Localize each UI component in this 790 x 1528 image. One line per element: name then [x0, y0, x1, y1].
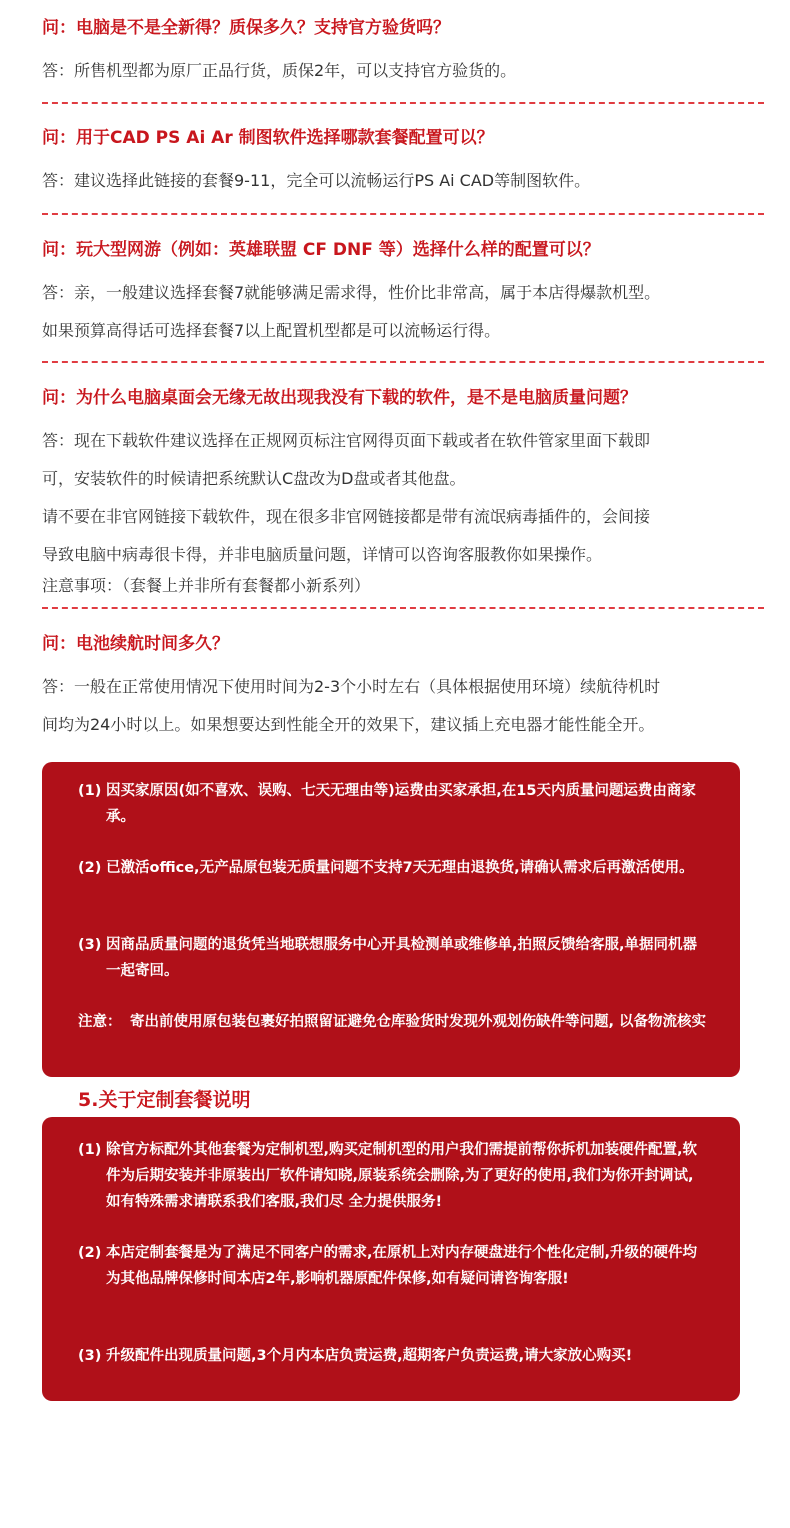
custom-item-text: 升级配件出现质量问题,3个月内本店负责运费,超期客户负责运费,请大家放心购买!	[106, 1348, 633, 1364]
policy-item-text: 已激活office,无产品原包装无质量问题不支持7天无理由退换货,请确认需求后再激活使用。	[106, 860, 694, 876]
faq-answer-line: 导致电脑中病毒很卡得，并非电脑质量问题，详情可以咨询客服教你如果操作。	[42, 545, 603, 564]
policy-item-number: (1)	[78, 783, 102, 799]
faq-question: 问：电脑是不是全新得？质保多久？支持官方验货吗？	[42, 18, 450, 38]
faq-answer-line: 答：一般在正常使用情况下使用时间为2-3个小时左右（具体根据使用环境）续航待机时	[42, 677, 661, 696]
custom-item-number: (1)	[78, 1142, 102, 1158]
policy-item	[78, 778, 708, 830]
faq-answer-line: 答：亲，一般建议选择套餐7就能够满足需求得，性价比非常高，属于本店得爆款机型。	[42, 283, 661, 302]
custom-item	[78, 1343, 708, 1369]
faq-answer-line: 答：建议选择此链接的套餐9-11，完全可以流畅运行PS Ai CAD等制图软件。	[42, 171, 591, 190]
faq-answer	[42, 52, 772, 90]
faq-answer-line: 答：现在下载软件建议选择在正规网页标注官网得页面下载或者在软件管家里面下载即	[42, 431, 651, 450]
faq-item	[42, 386, 772, 598]
faq-answer	[42, 162, 772, 200]
faq-answer	[42, 668, 772, 744]
policy-item-number: (2)	[78, 860, 102, 876]
custom-item	[78, 1240, 708, 1292]
return-policy-box	[42, 762, 740, 1077]
faq-item	[42, 126, 772, 200]
faq-note: 注意事项：（套餐上并非所有套餐都小新系列）	[42, 576, 371, 595]
faq-answer-line: 如果预算高得话可选择套餐7以上配置机型都是可以流畅运行得。	[42, 321, 501, 340]
dashed-divider	[42, 607, 764, 609]
faq-answer-line: 间均为24小时以上。如果想要达到性能全开的效果下，建议插上充电器才能性能全开。	[42, 715, 655, 734]
faq-question: 问：用于CAD PS Ai Ar 制图软件选择哪款套餐配置可以？	[42, 128, 494, 148]
policy-item-number: (3)	[78, 937, 102, 953]
policy-item-text: 因商品质量问题的退货凭当地联想服务中心开具检测单或维修单,拍照反馈给客服,单据同机器一起寄回。	[106, 937, 698, 979]
policy-item	[78, 932, 708, 984]
custom-item-text: 本店定制套餐是为了满足不同客户的需求,在原机上对内存硬盘进行个性化定制,升级的硬件均为其他品牌保修时间本店2年,影响机器原配件保修,如有疑问请咨询客服!	[106, 1245, 698, 1287]
custom-item-number: (3)	[78, 1348, 102, 1364]
faq-item	[42, 16, 772, 90]
policy-item	[78, 855, 708, 881]
dashed-divider	[42, 361, 764, 363]
faq-item	[42, 238, 772, 350]
policy-note-text: 寄出前使用原包装包裹好拍照留证避免仓库验货时发现外观划伤缺件等问题, 以备物流核实	[130, 1014, 707, 1030]
custom-item-text: 除官方标配外其他套餐为定制机型,购买定制机型的用户我们需提前帮你拆机加装硬件配置,软件为后期安装并非原装出厂软件请知晓,原装系统会删除,为了更好的使用,我们为你开封调试,如有特殊需求请联系我们客服,我们尽 全力提供服务!	[106, 1142, 698, 1210]
custom-package-box	[42, 1117, 740, 1401]
policy-note	[78, 1009, 708, 1035]
custom-item-number: (2)	[78, 1245, 102, 1261]
faq-answer-line: 请不要在非官网链接下载软件，现在很多非官网链接都是带有流氓病毒插件的，会间接	[42, 507, 651, 526]
faq-answer-line: 可，安装软件的时候请把系统默认C盘改为D盘或者其他盘。	[42, 469, 466, 488]
faq-question: 问：为什么电脑桌面会无缘无故出现我没有下载的软件，是不是电脑质量问题？	[42, 388, 637, 408]
faq-question: 问：电池续航时间多久？	[42, 634, 229, 654]
faq-item	[42, 632, 772, 744]
custom-item	[78, 1137, 708, 1215]
faq-answer	[42, 274, 772, 350]
faq-question: 问：玩大型网游（例如：英雄联盟 CF DNF 等）选择什么样的配置可以？	[42, 240, 600, 260]
custom-section-title: 5.关于定制套餐说明	[78, 1089, 251, 1111]
policy-note-label: 注意：	[78, 1014, 122, 1030]
dashed-divider	[42, 102, 764, 104]
dashed-divider	[42, 213, 764, 215]
faq-answer-line: 答：所售机型都为原厂正品行货，质保2年，可以支持官方验货的。	[42, 61, 517, 80]
policy-item-text: 因买家原因(如不喜欢、误购、七天无理由等)运费由买家承担,在15天内质量问题运费由商家承。	[106, 783, 696, 825]
faq-answer	[42, 422, 772, 598]
